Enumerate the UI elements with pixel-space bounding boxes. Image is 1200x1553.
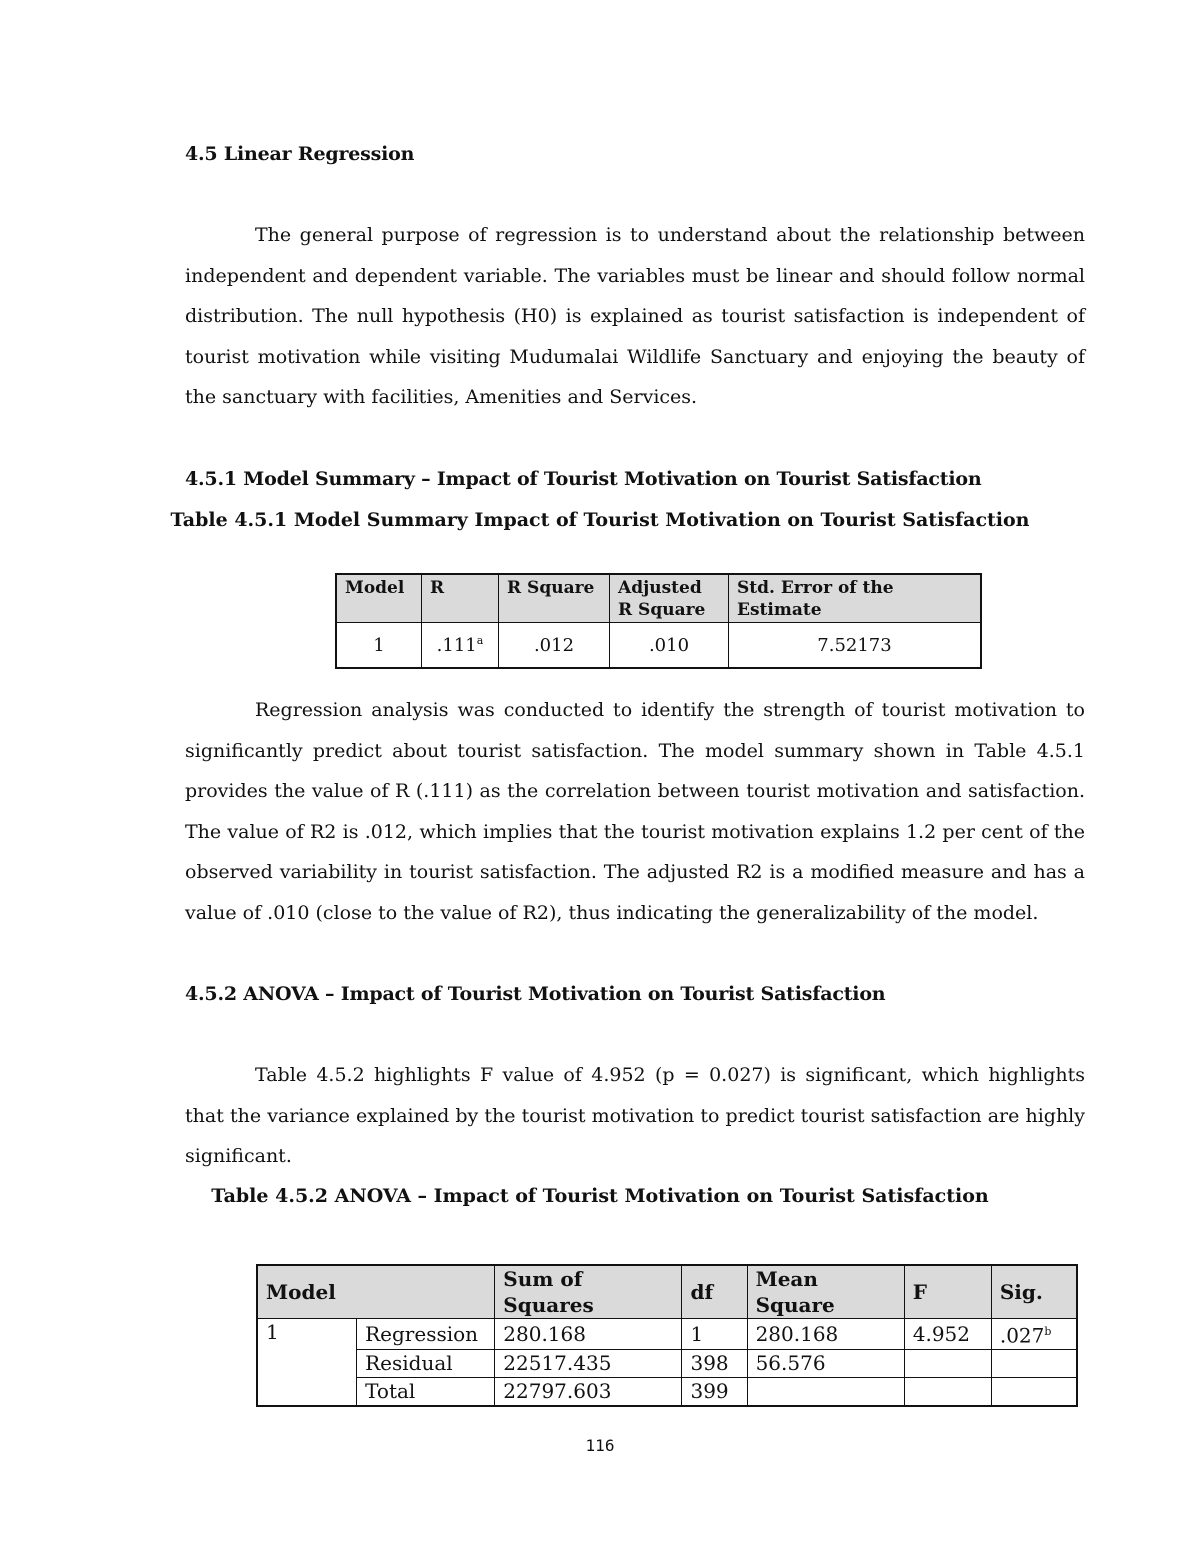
cell-model: 1 bbox=[257, 1319, 357, 1406]
cell-mean-square: 56.576 bbox=[747, 1349, 904, 1377]
model-summary-heading: 4.5.1 Model Summary – Impact of Tourist Motivation on Tourist Satisfaction bbox=[185, 468, 982, 490]
cell-sig bbox=[991, 1377, 1077, 1406]
cell-std-error: 7.52173 bbox=[729, 623, 982, 669]
table-row bbox=[336, 623, 981, 669]
model-summary-paragraph: Regression analysis was conducted to identify the strength of tourist motivation to significantly predict about tourist satisfaction. The model summary shown in Table 4.5.1 provides the value of R (.111) as the correlation between tourist motivation and satisfaction. The value of R2 is .012, which implies that the tourist motivation explains 1.2 per cent of the observed variability in tourist satisfaction. The adjusted R2 is a modified measure and has a value of .010 (close to the value of R2), thus indicating the generalizability of the model. bbox=[185, 699, 1085, 924]
cell-df: 1 bbox=[682, 1319, 747, 1350]
column-header: df bbox=[682, 1265, 747, 1319]
cell-sum-of-squares: 22517.435 bbox=[495, 1349, 682, 1377]
table-row bbox=[257, 1377, 1077, 1406]
anova-paragraph: Table 4.5.2 highlights F value of 4.952 (p = 0.027) is significant, which highlights that the variance explained by the tourist motivation to predict tourist satisfaction are highly significant. bbox=[185, 1064, 1085, 1168]
page-number: 116 bbox=[585, 1436, 615, 1455]
cell-f: 4.952 bbox=[904, 1319, 991, 1350]
cell-sig: .027$^b$ bbox=[991, 1319, 1077, 1350]
column-header: Sum of Squares bbox=[495, 1265, 682, 1319]
cell-adjusted-r-square: .010 bbox=[610, 623, 729, 669]
column-header: R Square bbox=[499, 574, 610, 623]
table-header-row bbox=[257, 1265, 1077, 1319]
cell-sum-of-squares: 22797.603 bbox=[495, 1377, 682, 1406]
cell-source: Regression bbox=[357, 1319, 495, 1350]
table-row bbox=[257, 1349, 1077, 1377]
cell-source: Residual bbox=[357, 1349, 495, 1377]
table-header-row bbox=[336, 574, 981, 623]
anova-heading: 4.5.2 ANOVA – Impact of Tourist Motivation on Tourist Satisfaction bbox=[185, 983, 886, 1005]
cell-mean-square bbox=[747, 1377, 904, 1406]
cell-source: Total bbox=[357, 1377, 495, 1406]
cell-df: 398 bbox=[682, 1349, 747, 1377]
anova-table bbox=[256, 1264, 1078, 1407]
cell-r: .111$^a$ bbox=[422, 623, 499, 669]
column-header: Mean Square bbox=[747, 1265, 904, 1319]
cell-f bbox=[904, 1377, 991, 1406]
column-header: Model bbox=[336, 574, 422, 623]
cell-r-square: .012 bbox=[499, 623, 610, 669]
column-header: Adjusted R Square bbox=[610, 574, 729, 623]
table-caption-anova: Table 4.5.2 ANOVA – Impact of Tourist Motivation on Tourist Satisfaction bbox=[211, 1185, 989, 1207]
intro-paragraph: The general purpose of regression is to understand about the relationship between independent and dependent variable. The variables must be linear and should follow normal distribution. The null hypothesis (H0) is explained as tourist satisfaction is independent of tourist motivation while visiting Mudumalai Wildlife Sanctuary and enjoying the beauty of the sanctuary with facilities, Amenities and Services. bbox=[185, 224, 1085, 409]
column-header: Sig. bbox=[991, 1265, 1077, 1319]
column-header: F bbox=[904, 1265, 991, 1319]
column-header: Std. Error of the Estimate bbox=[729, 574, 982, 623]
model-summary-table bbox=[335, 573, 982, 669]
cell-f bbox=[904, 1349, 991, 1377]
column-header: R bbox=[422, 574, 499, 623]
column-header: Model bbox=[257, 1265, 495, 1319]
cell-df: 399 bbox=[682, 1377, 747, 1406]
table-caption-model-summary: Table 4.5.1 Model Summary Impact of Tourist Motivation on Tourist Satisfaction bbox=[170, 509, 1030, 531]
cell-model: 1 bbox=[336, 623, 422, 669]
cell-sum-of-squares: 280.168 bbox=[495, 1319, 682, 1350]
section-heading: 4.5 Linear Regression bbox=[185, 143, 415, 165]
table-row bbox=[257, 1319, 1077, 1350]
cell-mean-square: 280.168 bbox=[747, 1319, 904, 1350]
cell-sig bbox=[991, 1349, 1077, 1377]
